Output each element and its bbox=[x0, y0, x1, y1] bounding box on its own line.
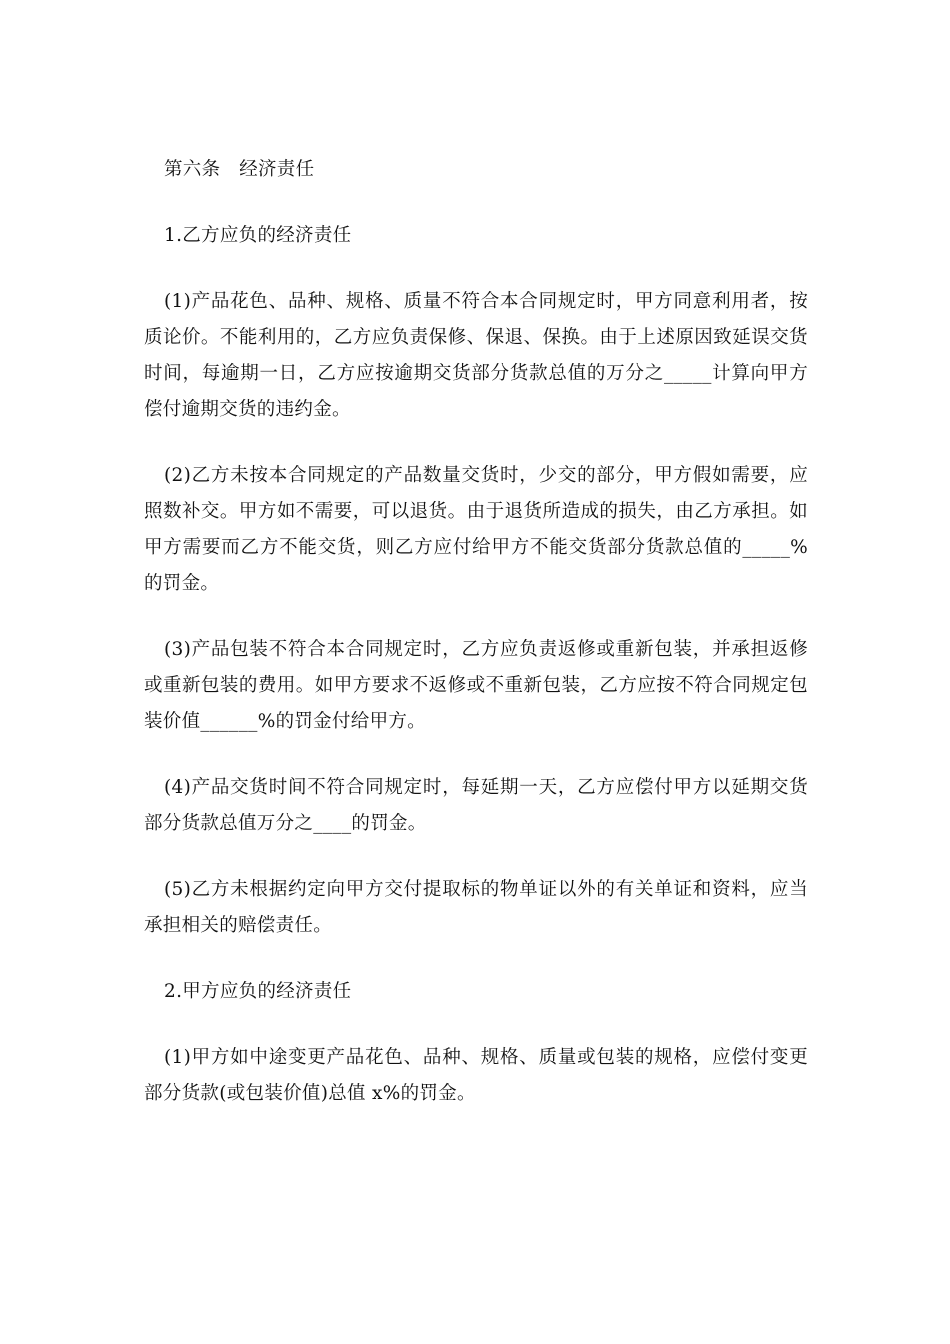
section1-item-4: (4)产品交货时间不符合同规定时，每延期一天，乙方应偿付甲方以延期交货部分货款总值万分之____的罚金。 bbox=[144, 777, 808, 834]
section2-heading: 2.甲方应负的经济责任 bbox=[164, 981, 352, 1002]
article-heading: 第六条 经济责任 bbox=[164, 159, 315, 180]
section1-item-1: (1)产品花色、品种、规格、质量不符合本合同规定时，甲方同意利用者，按质论价。不能利用的，乙方应负责保修、保退、保换。由于上述原因致延误交货时间，每逾期一日，乙方应按逾期交货部分货款总值的万分之_____计算向甲方偿付逾期交货的违约金。 bbox=[144, 291, 808, 420]
section1-item-3: (3)产品包装不符合本合同规定时，乙方应负责返修或重新包装，并承担返修或重新包装的费用。如甲方要求不返修或不重新包装，乙方应按不符合同规定包装价值______%的罚金付给甲方。 bbox=[144, 639, 808, 732]
section1-heading: 1.乙方应负的经济责任 bbox=[164, 225, 352, 246]
section2-item-1: (1)甲方如中途变更产品花色、品种、规格、质量或包装的规格，应偿付变更部分货款(或包装价值)总值 x%的罚金。 bbox=[144, 1047, 808, 1104]
section1-item-5: (5)乙方未根据约定向甲方交付提取标的物单证以外的有关单证和资料，应当承担相关的赔偿责任。 bbox=[144, 879, 808, 936]
document-page bbox=[144, 152, 808, 1112]
section1-item-2: (2)乙方未按本合同规定的产品数量交货时，少交的部分，甲方假如需要，应照数补交。甲方如不需要，可以退货。由于退货所造成的损失，由乙方承担。如甲方需要而乙方不能交货，则乙方应付给甲方不能交货部分货款总值的_____%的罚金。 bbox=[144, 465, 808, 594]
